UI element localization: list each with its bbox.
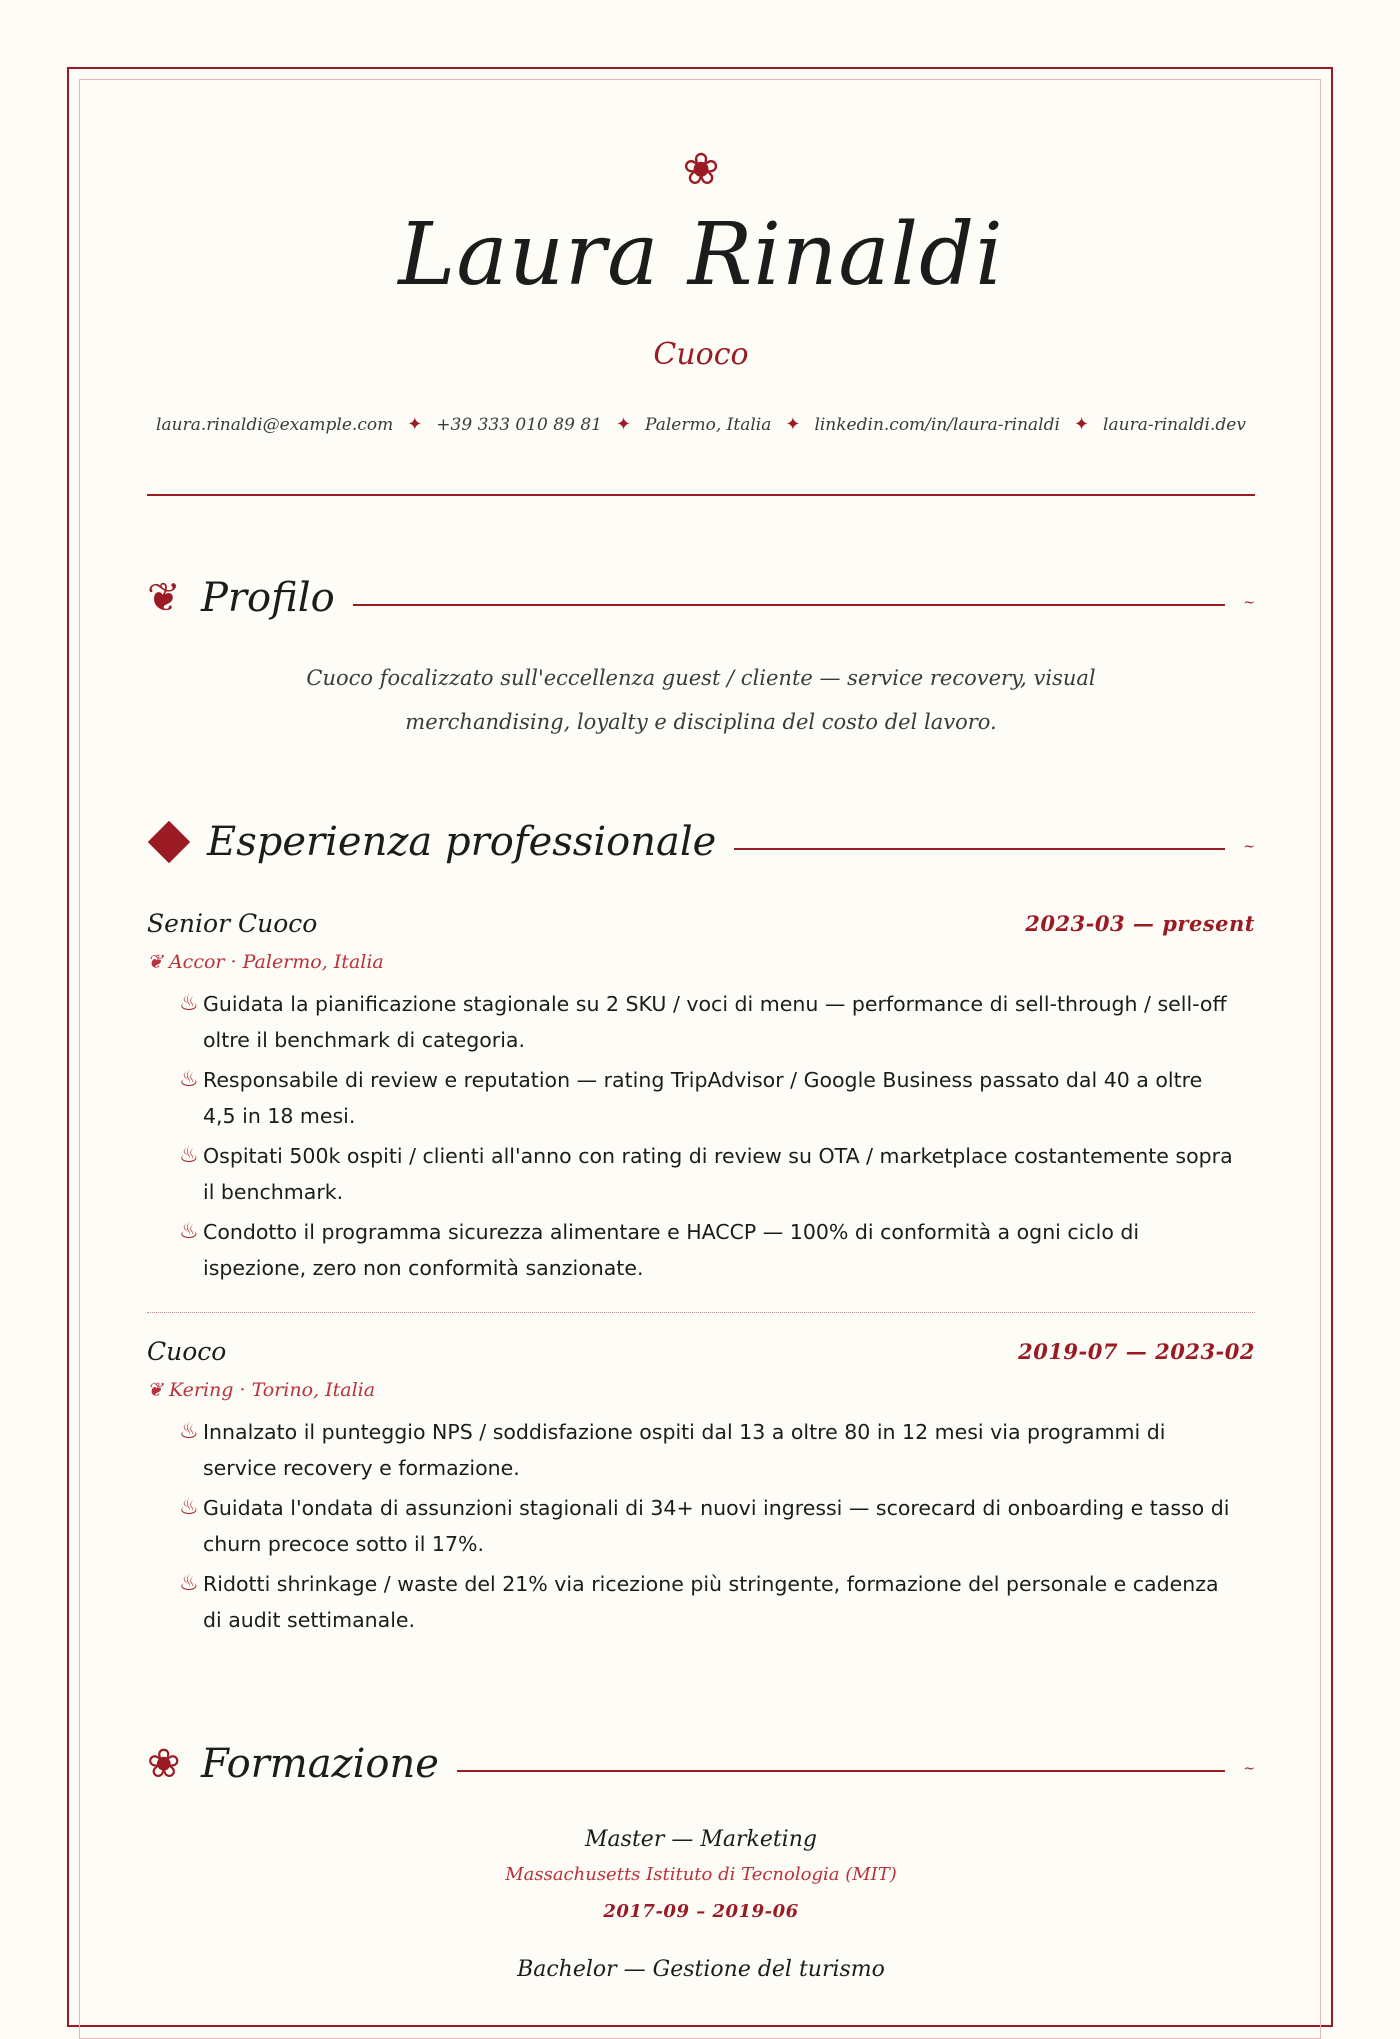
section-rule [734,848,1225,850]
education-entry [147,1952,1255,1988]
job-bullets [179,1414,1239,1642]
job-bullet: ♨ Innalzato il punteggio NPS / soddisfazione ospiti dal 13 a oltre 80 in 12 mesi via programmi di service recovery e formazione. [179,1414,1239,1486]
section-tail-mark: ~ [1243,1761,1255,1777]
job-bullet: ♨ Condotto il programma sicurezza alimentare e HACCP — 100% di conformità a ogni ciclo di ispezione, zero non conformità sanzionate. [179,1214,1239,1286]
section-tail-mark: ~ [1243,595,1255,611]
hot-springs-icon: ♨ [179,1219,199,1244]
section-rule [457,1770,1225,1772]
job-title: Cuoco [147,1337,227,1366]
hot-springs-icon: ♨ [179,1143,199,1168]
hot-springs-icon: ♨ [179,1571,199,1596]
floral-heart-icon: ❦ [147,575,181,621]
header-divider [147,494,1255,496]
candidate-role: Cuoco [653,337,749,372]
job-company: ❦ Kering · Torino, Italia [147,1379,376,1401]
diamond-icon [148,821,190,863]
section-title: Formazione [201,1741,439,1787]
job-company: ❦ Accor · Palermo, Italia [147,951,384,973]
job-bullet: ♨ Responsabile di review e reputation — rating TripAdvisor / Google Business passato dal 40 a oltre 4,5 in 18 mesi. [179,1062,1239,1134]
hot-springs-icon: ♨ [179,991,199,1016]
section-rule [353,604,1225,606]
job-bullet: ♨ Guidata la pianificazione stagionale su 2 SKU / voci di menu — performance di sell-through / sell-off oltre il benchmark di categoria. [179,986,1239,1058]
job-title: Senior Cuoco [147,909,318,938]
job-bullet: ♨ Guidata l'ondata di assunzioni stagionali di 34+ nuovi ingressi — scorecard di onboarding e tasso di churn precoce sotto il 17%. [179,1490,1239,1562]
contact-phone[interactable]: +39 333 010 89 81 [436,415,602,435]
flower-ornament-icon: ❀ [682,144,720,195]
education-degree: Master — Marketing [585,1827,817,1852]
education-school: Massachusetts Istituto di Tecnologia (MIT) [505,1864,897,1885]
job-divider [147,1312,1255,1313]
job-dates: 2019-07 — 2023-02 [1018,1339,1255,1364]
section-header-experience [147,812,1255,872]
section-tail-mark: ~ [1243,839,1255,855]
hot-springs-icon: ♨ [179,1419,199,1444]
contact-linkedin[interactable]: linkedin.com/in/laura-rinaldi [814,415,1060,435]
job-bullet: ♨ Ridotti shrinkage / waste del 21% via ricezione più stringente, formazione del personale e cadenza di audit settimanale. [179,1566,1239,1638]
star-separator-icon: ✦ [407,414,423,435]
contact-website[interactable]: laura-rinaldi.dev [1103,415,1246,435]
job-dates: 2023-03 — present [1025,911,1255,936]
education-entry [147,1822,1255,1932]
hot-springs-icon: ♨ [179,1067,199,1092]
section-header-education [147,1734,1255,1794]
section-header-profile [147,568,1255,628]
contact-email[interactable]: laura.rinaldi@example.com [156,415,394,435]
candidate-name: Laura Rinaldi [398,205,1004,305]
flower-icon: ❀ [147,1741,181,1787]
hot-springs-icon: ♨ [179,1495,199,1520]
star-separator-icon: ✦ [615,414,632,435]
education-dates: 2017-09 – 2019-06 [603,1901,799,1922]
job-bullets [179,986,1239,1290]
star-separator-icon: ✦ [785,414,801,435]
contact-line [147,410,1255,440]
education-degree: Bachelor — Gestione del turismo [517,1957,885,1982]
contact-location: Palermo, Italia [645,415,772,435]
profile-summary: Cuoco focalizzato sull'eccellenza guest / cliente — service recovery, visual merchandising, loyalty e disciplina del costo del lavoro. [306,666,1096,734]
star-separator-icon: ✦ [1073,414,1090,435]
job-bullet: ♨ Ospitati 500k ospiti / clienti all'anno con rating di review su OTA / marketplace costantemente sopra il benchmark. [179,1138,1239,1210]
section-title: Profilo [201,575,335,621]
section-title: Esperienza professionale [207,819,717,865]
